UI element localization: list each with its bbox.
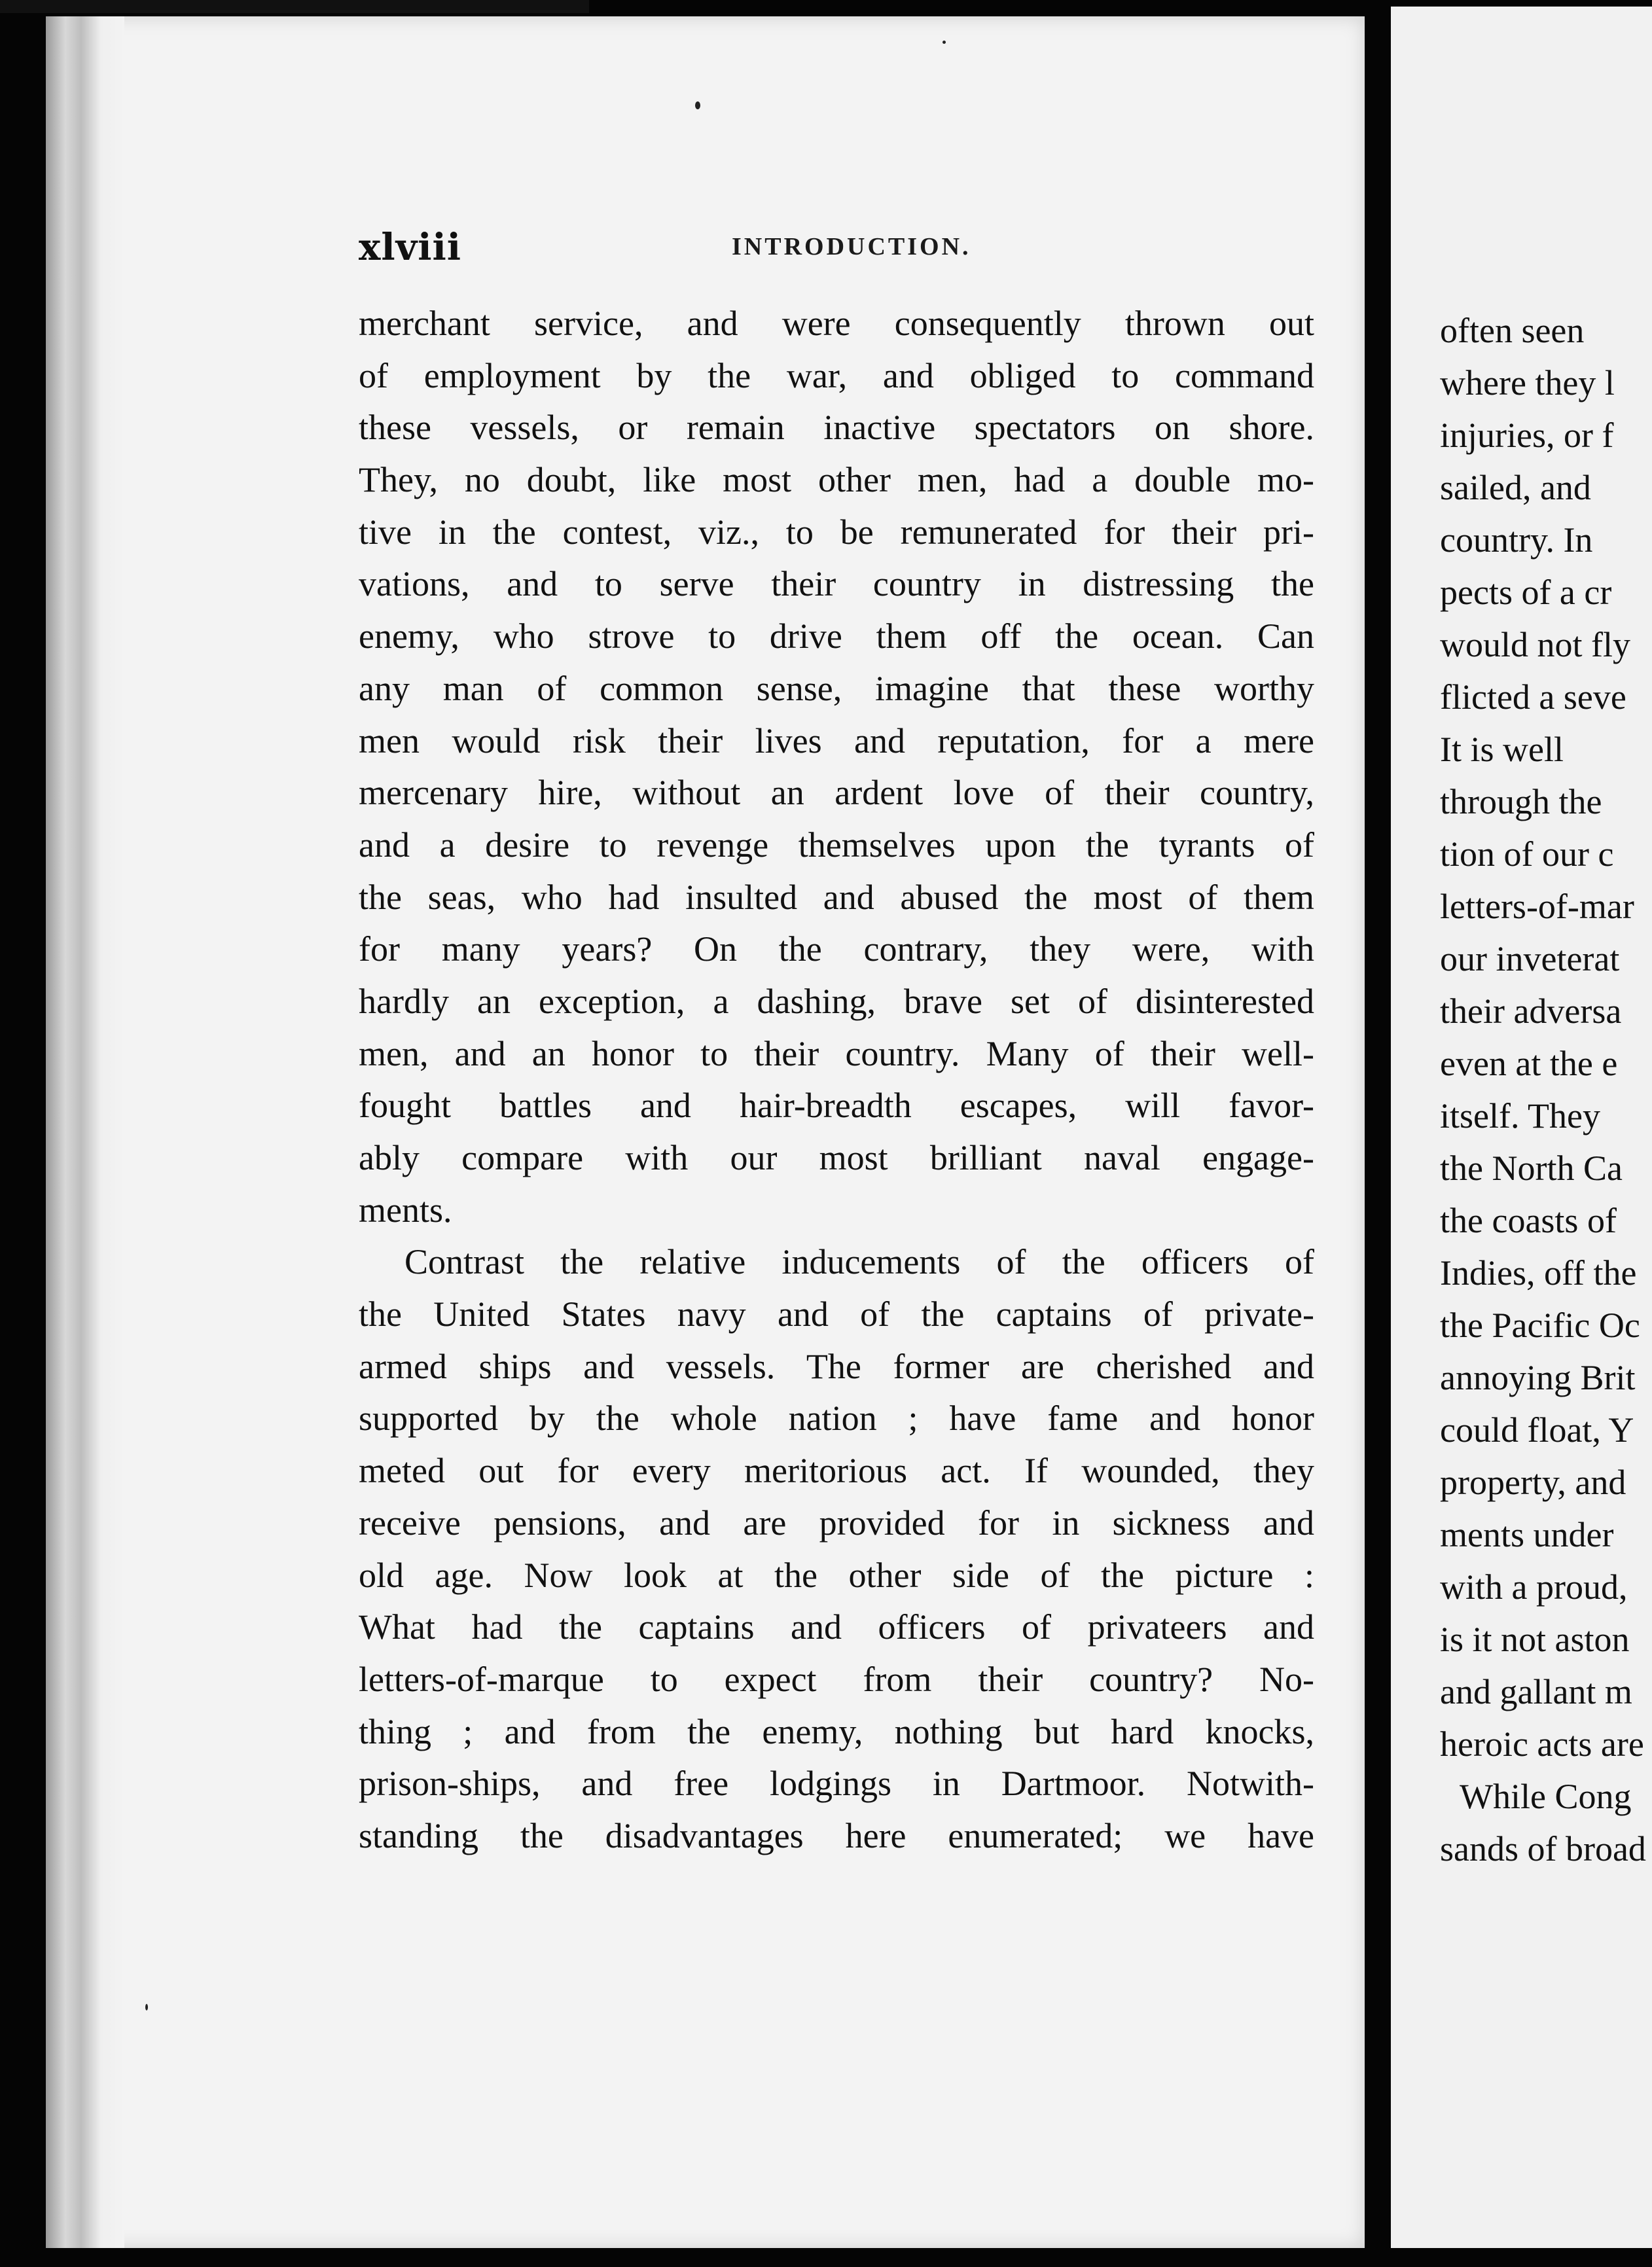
text-line: ably compare with our most brilliant naval engage-: [359, 1138, 1314, 1177]
text-line: merchant service, and were consequently thrown out: [359, 304, 1314, 343]
text-line: country. In: [1440, 520, 1593, 560]
text-line: with a proud,: [1440, 1567, 1628, 1607]
text-line: men, and an honor to their country. Many of their well-: [359, 1033, 1314, 1073]
text-line: sands of broad: [1440, 1829, 1646, 1868]
text-line: ments.: [359, 1190, 452, 1230]
text-line: is it not aston: [1440, 1620, 1630, 1659]
scan-speck: [145, 2004, 148, 2010]
text-line: often seen: [1440, 311, 1585, 350]
text-line: the United States navy and of the captains of private-: [359, 1294, 1314, 1334]
scan-speck: [943, 41, 946, 44]
text-line: even at the e: [1440, 1044, 1618, 1083]
running-head: INTRODUCTION.: [732, 233, 971, 260]
text-line: tion of our c: [1440, 834, 1614, 874]
text-line: hardly an exception, a dashing, brave set of disinterested: [359, 981, 1314, 1021]
text-line: our inveterat: [1440, 939, 1620, 978]
text-line: property, and: [1440, 1463, 1626, 1502]
text-line: thing ; and from the enemy, nothing but hard knocks,: [359, 1711, 1314, 1751]
text-line: and a desire to revenge themselves upon the tyrants of: [359, 825, 1314, 865]
text-line: vations, and to serve their country in distressing the: [359, 564, 1314, 604]
text-line: the seas, who had insulted and abused the most of them: [359, 877, 1314, 917]
text-line: where they l: [1440, 363, 1615, 402]
text-line: It is well: [1440, 730, 1564, 769]
text-line: any man of common sense, imagine that these worthy: [359, 668, 1314, 708]
text-line: old age. Now look at the other side of the picture :: [359, 1555, 1314, 1595]
text-line: meted out for every meritorious act. If wounded, they: [359, 1451, 1314, 1491]
text-line: While Cong: [1460, 1777, 1632, 1816]
left-page-edge: [46, 16, 124, 2248]
text-line: flicted a seve: [1440, 677, 1626, 717]
scan-speck: [695, 101, 700, 109]
text-line: pects of a cr: [1440, 573, 1612, 612]
text-line: heroic acts are: [1440, 1724, 1644, 1764]
text-line: What had the captains and officers of privateers and: [359, 1607, 1314, 1647]
book-gutter: [1365, 0, 1391, 2267]
text-line: letters-of-marque to expect from their country? No-: [359, 1659, 1314, 1699]
text-line: men would risk their lives and reputation, for a mere: [359, 721, 1314, 760]
text-line: through the: [1440, 782, 1602, 821]
text-line: armed ships and vessels. The former are cherished and: [359, 1346, 1314, 1386]
text-line: fought battles and hair-breadth escapes, will favor-: [359, 1086, 1314, 1126]
text-line: enemy, who strove to drive them off the ocean. Can: [359, 616, 1314, 656]
text-line: their adversa: [1440, 991, 1622, 1031]
text-line: letters-of-mar: [1440, 887, 1634, 926]
scan-top-strip: [0, 0, 589, 13]
text-line: ments under: [1440, 1515, 1614, 1554]
text-line: and gallant m: [1440, 1672, 1632, 1711]
text-line: supported by the whole nation ; have fame and honor: [359, 1399, 1314, 1438]
text-line: for many years? On the contrary, they were, with: [359, 929, 1314, 969]
right-page-body: [1440, 304, 1652, 1875]
text-line: mercenary hire, without an ardent love of their country,: [359, 773, 1314, 813]
text-line: receive pensions, and are provided for in sickness and: [359, 1503, 1314, 1543]
text-line: sailed, and: [1440, 468, 1591, 507]
left-page-body: [359, 298, 1314, 1863]
text-line: these vessels, or remain inactive spectators on shore.: [359, 408, 1314, 448]
text-line: the North Ca: [1440, 1149, 1623, 1188]
text-line: annoying Brit: [1440, 1358, 1636, 1397]
page-number: xlviii: [359, 226, 462, 269]
text-line: the Pacific Oc: [1440, 1306, 1640, 1345]
text-line: tive in the contest, viz., to be remunerated for their pri-: [359, 512, 1314, 552]
text-line: Indies, off the: [1440, 1253, 1637, 1293]
text-line: Contrast the relative inducements of the officers of: [404, 1242, 1314, 1282]
text-line: itself. They: [1440, 1096, 1600, 1135]
page-header: [359, 226, 1334, 278]
text-line: the coasts of: [1440, 1201, 1617, 1240]
text-line: could float, Y: [1440, 1410, 1634, 1450]
text-line: would not fly: [1440, 625, 1630, 664]
text-line: injuries, or f: [1440, 416, 1614, 455]
text-line: prison-ships, and free lodgings in Dartmoor. Notwith-: [359, 1764, 1314, 1804]
text-line: They, no doubt, like most other men, had a double mo-: [359, 460, 1314, 500]
text-line: standing the disadvantages here enumerated; we have: [359, 1815, 1314, 1855]
text-line: of employment by the war, and obliged to command: [359, 355, 1314, 395]
